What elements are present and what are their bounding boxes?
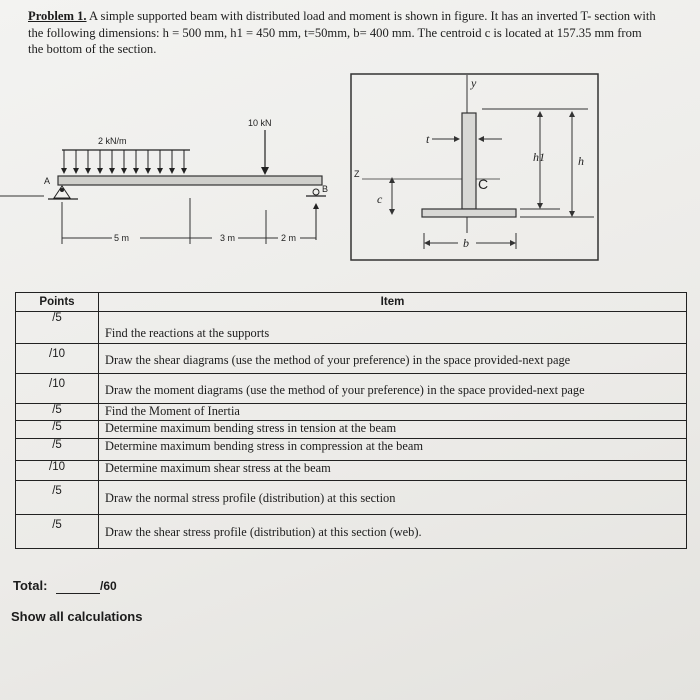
dimension-lines (62, 198, 316, 244)
grading-table (15, 292, 687, 549)
row-item: Find the Moment of Inertia (99, 404, 687, 421)
point-load-arrowhead (261, 167, 269, 175)
beam-diagram (0, 110, 340, 260)
section-flange (422, 209, 516, 217)
support-b-roller (306, 189, 326, 240)
row-points: /5 (16, 439, 99, 461)
c-label: c (377, 192, 383, 206)
problem-statement (28, 8, 658, 58)
span-3-label: 2 m (281, 233, 297, 243)
row-item: Draw the normal stress profile (distribution) at this section (99, 481, 687, 515)
table-row (16, 439, 687, 461)
b-label: b (463, 236, 469, 250)
points-header: Points (16, 293, 99, 312)
total-value: /60 (100, 579, 117, 593)
h1-arrowhead-top (537, 111, 543, 117)
table-row (16, 374, 687, 404)
c-arrowhead-bottom (389, 209, 395, 215)
distributed-load-label: 2 kN/m (98, 136, 127, 146)
row-item: Draw the moment diagrams (use the method of your preference) in the space provided-next page (99, 374, 687, 404)
row-points: /5 (16, 421, 99, 439)
total-label: Total: (13, 578, 48, 593)
total-blank-line (56, 593, 100, 594)
row-item: Draw the shear stress profile (distribution) at this section (web). (99, 515, 687, 549)
distributed-load (61, 150, 190, 174)
row-item: Determine maximum bending stress in tension at the beam (99, 421, 687, 439)
row-item: Determine maximum shear stress at the beam (99, 461, 687, 481)
section-web (462, 113, 476, 209)
h-arrowhead-bottom (569, 211, 575, 217)
table-row (16, 421, 687, 439)
table-row (16, 344, 687, 374)
h-label: h (578, 154, 584, 168)
row-points: /5 (16, 515, 99, 549)
problem-label: Problem 1. (28, 9, 87, 23)
problem-text: A simple supported beam with distributed load and moment is shown in figure. It has an inverted T- section with the following dimensions: h = 500 mm, h1 = 450 mm, t=50mm, b= 400 mm. The centroid c is located at 157.35 mm from the bottom of the section. (28, 9, 656, 56)
h-arrowhead-top (569, 111, 575, 117)
row-points: /5 (16, 404, 99, 421)
z-axis-label: Z (354, 169, 360, 179)
c-arrowhead-top (389, 177, 395, 183)
row-points: /5 (16, 312, 99, 344)
table-row (16, 312, 687, 344)
h1-label: h1 (533, 150, 545, 164)
support-a-label: A (44, 176, 51, 186)
support-a-pin (48, 186, 78, 199)
item-header: Item (99, 293, 687, 312)
span-1-label: 5 m (114, 233, 130, 243)
row-points: /5 (16, 481, 99, 515)
y-axis-label: y (471, 76, 477, 90)
span-2-label: 3 m (220, 233, 236, 243)
b-arrowhead-right (510, 240, 516, 246)
point-load-label: 10 kN (248, 118, 272, 128)
row-item: Find the reactions at the supports (99, 312, 687, 344)
row-item: Determine maximum bending stress in compression at the beam (99, 439, 687, 461)
row-points: /10 (16, 344, 99, 374)
show-calculations-note: Show all calculations (11, 609, 143, 624)
t-arrowhead-right (478, 136, 484, 142)
table-row (16, 515, 687, 549)
table-row (16, 404, 687, 421)
row-points: /10 (16, 374, 99, 404)
t-arrowhead-left (454, 136, 460, 142)
support-b-label: B (322, 184, 329, 194)
h1-arrowhead-bottom (537, 203, 543, 209)
t-label: t (426, 132, 430, 146)
table-row (16, 461, 687, 481)
row-points: /10 (16, 461, 99, 481)
beam-body (58, 176, 322, 185)
table-row (16, 481, 687, 515)
table-header-row (16, 293, 687, 312)
centroid-label-upper: C (478, 176, 489, 192)
b-arrowhead-left (424, 240, 430, 246)
section-diagram (350, 73, 600, 263)
row-item: Draw the shear diagrams (use the method of your preference) in the space provided-next page (99, 344, 687, 374)
